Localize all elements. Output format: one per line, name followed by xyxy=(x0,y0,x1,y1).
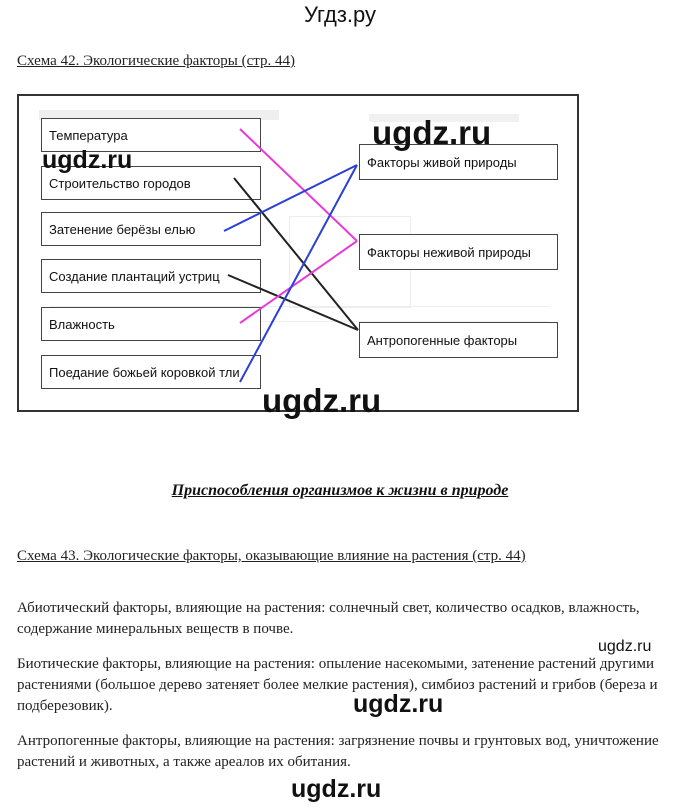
abiotic-paragraph: Абиотический факторы, влияющие на растения: солнечный свет, количество осадков, влажность, содержание минеральных веществ в почве. xyxy=(17,600,640,637)
link-humidity-abiotic xyxy=(240,241,357,323)
factor-box-city-construction: Строительство городов xyxy=(41,166,261,200)
site-title: Угдз.ру xyxy=(303,2,377,27)
watermark: ugdz.ru xyxy=(353,690,444,718)
watermark: ugdz.ru xyxy=(262,382,382,419)
category-box-biotic: Факторы живой природы xyxy=(359,144,558,180)
anthropogenic-paragraph: Антропогенные факторы, влияющие на растения: загрязнение почвы и грунтовых вод, уничтожение растений и животных, а также ареалов их обитания. xyxy=(17,733,659,770)
link-temperature-abiotic xyxy=(240,129,357,241)
category-box-anthropogenic: Антропогенные факторы xyxy=(359,322,558,358)
factor-box-birch-shading: Затенение берёзы елью xyxy=(41,212,261,246)
factor-box-temperature: Температура xyxy=(41,118,261,152)
category-box-abiotic: Факторы неживой природы xyxy=(359,234,558,270)
factor-box-humidity: Влажность xyxy=(41,307,261,341)
watermark: ugdz.ru xyxy=(598,638,652,655)
watermark: ugdz.ru xyxy=(291,775,382,803)
link-ladybug-biotic xyxy=(240,165,357,382)
scheme-42-heading: Схема 42. Экологические факторы (стр. 44) xyxy=(17,53,295,69)
scheme-43-heading: Схема 43. Экологические факторы, оказывающие влияние на растения (стр. 44) xyxy=(17,548,526,564)
section-title: Приспособления организмов к жизни в природе xyxy=(171,482,509,499)
watermark: ugdz.ru xyxy=(372,114,492,151)
factor-box-ladybug-aphids: Поедание божьей коровкой тли xyxy=(41,355,261,389)
factor-box-oyster-plantations: Создание плантаций устриц xyxy=(41,259,261,293)
watermark: ugdz.ru xyxy=(42,146,133,174)
biotic-paragraph: Биотические факторы, влияющие на растения: опыление насекомыми, затенение растений другими растениями (большое дерево затеняет более мелкие растения), симбиоз растений и грибов (береза и подберезовик). xyxy=(17,656,658,714)
